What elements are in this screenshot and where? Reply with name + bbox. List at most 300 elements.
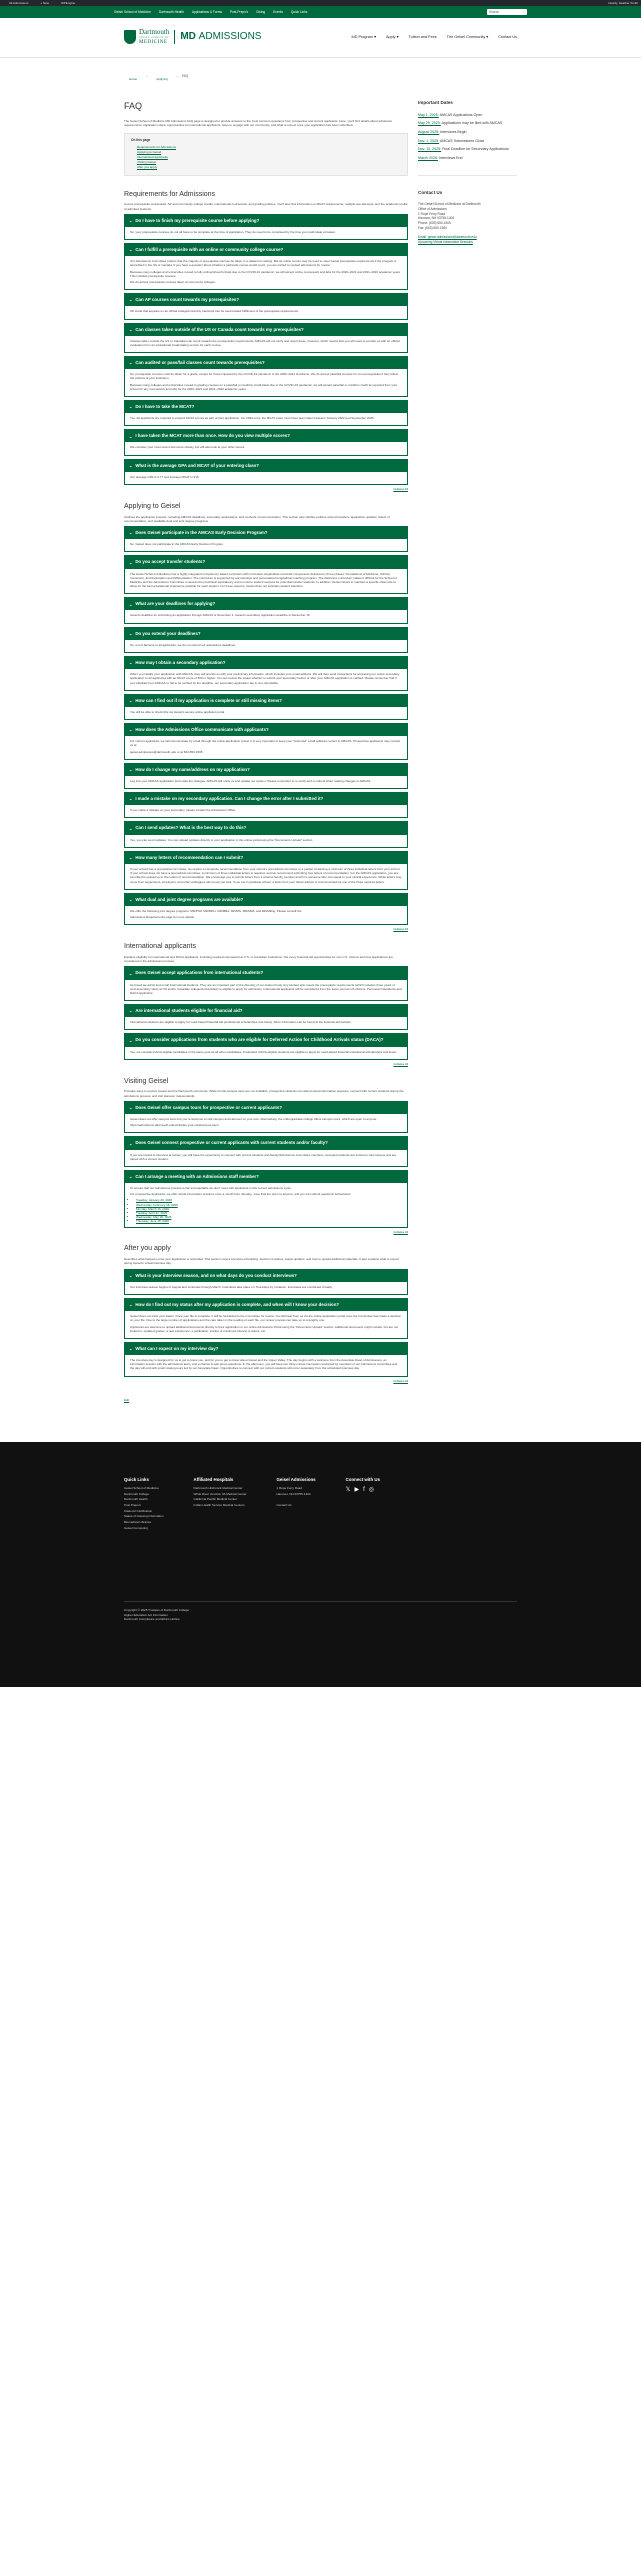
faq-answer-text: Yes, you can send updates. You can upload updates directly to your application in the online portal using the "Documents Upload" section. [130, 837, 314, 842]
faq-question-text: I have taken the MCAT more than once. How do you view multiple scores? [135, 433, 290, 439]
session-date-link[interactable]: • Tuesday, January 20, 2026 [136, 1198, 402, 1202]
faq-answer-text: AP credit that appears on an official college/university transcript can be used toward fulfillment of the prerequisite requirements. [130, 309, 299, 314]
on-this-page-link[interactable]: After you apply [137, 165, 158, 170]
faq-question[interactable] [125, 324, 407, 336]
faq-answer [125, 539, 407, 551]
faq-question[interactable] [125, 822, 407, 834]
facebook-icon[interactable]: f [363, 1486, 365, 1493]
date-item [418, 130, 517, 135]
chevron-down-icon: ⌄ [129, 297, 133, 303]
faq-answer-text: Geisel's deadline for submitting an application through AMCAS is November 1. Geisel's secondary application deadline is December 15. [130, 613, 311, 618]
faq-question-text: Do you accept transfer students? [135, 559, 206, 565]
faq-question[interactable] [125, 967, 407, 979]
footer-link[interactable]: Post Prepo's [124, 1502, 141, 1507]
faq-question[interactable] [125, 430, 407, 442]
footer-bottom-line[interactable]: Dartmouth Compliance and Ethics Hotline [124, 1617, 180, 1622]
faq-answer [125, 1311, 407, 1338]
chevron-down-icon: ⌄ [129, 1105, 133, 1111]
footer-bottom-line[interactable]: Higher Education Act Information [124, 1612, 168, 1617]
faq-item [124, 1004, 408, 1030]
faq-question-text: What are your deadlines for applying? [135, 601, 216, 607]
date-label[interactable]: May 1, 2025: [418, 112, 439, 117]
date-item [418, 147, 517, 152]
logo-divider [174, 30, 175, 44]
faq-item [124, 293, 408, 319]
faq-question-text: How do I find out my status after my application is complete, and when will I know your decision? [135, 1301, 340, 1307]
on-this-page-link[interactable]: Requirements for Admissions [137, 144, 177, 149]
chevron-down-icon: ⌄ [129, 1302, 133, 1308]
on-this-page-link[interactable]: Visiting Geisel [137, 160, 156, 165]
faq-question[interactable] [125, 1034, 407, 1046]
faq-item [124, 1342, 408, 1377]
footer-link[interactable]: California Pacific Medical Center [193, 1497, 237, 1502]
faq-answer-text: No, out of fairness to all applicants, we do not extend our admissions deadlines. [130, 642, 236, 647]
sidebar [418, 88, 517, 1402]
main-nav-item[interactable]: Tuition and Fees [408, 34, 437, 39]
faq-item [124, 356, 408, 397]
collapse-all-link[interactable]: Collapse All [393, 487, 408, 491]
faq-answer-text: If you make a mistake on your secondary, please contact the Admissions Office. [130, 808, 236, 813]
faq-item [124, 763, 408, 789]
date-label[interactable]: May 29, 2025: [418, 121, 441, 126]
faq-question-text: Do I have to take the MCAT? [135, 403, 195, 409]
chevron-down-icon: ⌄ [129, 630, 133, 636]
faq-answer-text: No, prerequisite courses must be taken for a grade, except for those impacted by the COVID-19 pandemic in the 2020–2021 timeframe. We do accept pass/fail courses for non-prerequisites if they follow the policies of your institution. [130, 372, 399, 381]
chevron-down-icon: ⌄ [129, 1174, 133, 1180]
chevron-down-icon: ⌄ [129, 433, 133, 439]
top-nav-item[interactable]: Applications & Forms [191, 9, 222, 14]
collapse-all-link[interactable]: Collapse All [393, 1378, 408, 1383]
top-nav-item[interactable]: Events [273, 9, 283, 14]
faq-question-text: What can I expect on my interview day? [135, 1345, 219, 1351]
faq-item [124, 1136, 408, 1167]
page-intro: The Geisel School of Medicine MD Admissions FAQ page is designed to provide answers to the most common questions from prospective and current applicants. Here, you'll find details about admission requirements, application steps, opportunities for international applicants, ways to engage with our community, and what to expect once your application has been submitted. [124, 118, 393, 127]
chevron-down-icon: ⌄ [129, 897, 133, 903]
faq-answer-text: We do accept prerequisite courses taken at community colleges. [130, 280, 216, 284]
faq-question[interactable] [125, 695, 407, 707]
faq-answer [125, 610, 407, 622]
faq-answer-text: The interview day is designed for us to get to know you, and for you to get to know about Geisel and the Upper Valley. The day begins with a welcome from the Associate Dean of Admissions, an information session with the admissions team, and a chance to ask group questions. In the afternoon, you will have two thirty-minute interviews conducted by members of our Admissions Committee and the day will end with small rotating tours led by our Associate Dean. Opportunities to connect with our current students will occur separately from the scheduled interview day. [130, 1358, 398, 1371]
main-nav-item[interactable]: Apply ▾ [386, 34, 399, 39]
search-input[interactable] [487, 9, 527, 15]
date-item [418, 121, 517, 126]
chevron-down-icon: ⌄ [129, 767, 133, 773]
faq-section [124, 502, 408, 932]
chevron-down-icon: ⌄ [129, 326, 133, 332]
footer-link[interactable]: Dartmouth Hitchcock Medical Center [193, 1485, 243, 1490]
section-intro: Explains eligibility for international and DACA applicants, including required coursework at U.S. or Canadian institutions. Not every financial aid opportunities for non-U.S. citizens and how applications are considered in the admissions process. [124, 954, 393, 964]
contact-box [418, 175, 517, 245]
footer-column [346, 1477, 380, 1532]
collapse-all-link[interactable]: Collapse All [393, 1061, 408, 1066]
footer-link[interactable]: Dartmouth Health [124, 1497, 148, 1502]
chevron-down-icon: ⌄ [129, 1140, 133, 1146]
logo-md: MD [180, 31, 196, 43]
footer-link[interactable]: Biomedical Libraries [124, 1519, 152, 1524]
footer-link[interactable]: Status of Housing Information [124, 1514, 164, 1519]
faq-question[interactable] [125, 628, 407, 640]
faq-answer [125, 442, 407, 454]
faq-item [124, 555, 408, 594]
faq-answer [125, 864, 407, 889]
footer-link[interactable]: Dartmouth College [124, 1491, 150, 1496]
faq-answer-text: Because many colleges and universities moved to fully online/virtual formats due to the COVID-19 pandemic, we will accept online coursework and labs for the 2020–2021 and 2021–2022 academic years. This includes prerequisite courses. [130, 269, 401, 278]
faq-question-text: Does Geisel participate in the AMCAS Early Decision Program? [135, 530, 268, 536]
date-event: Applications may be filed with AMCAS [441, 121, 503, 126]
main-nav-item[interactable]: The Geisel Community ▾ [446, 34, 489, 39]
faq-question[interactable] [125, 1343, 407, 1355]
faq-answer-text: Classes taken outside the US or Canadian can count towards the prerequisites requirements. AMCAS will not verify and report these, however, which means that you will need to provide us with an official evaluation from an educational credentialing service for each course. [130, 338, 400, 347]
faq-answer [125, 736, 407, 759]
faq-item [124, 821, 408, 847]
faq-section [124, 942, 408, 1066]
faq-item [124, 597, 408, 623]
chevron-down-icon: ⌄ [129, 462, 133, 468]
faq-answer [125, 1047, 407, 1059]
footer-column [277, 1477, 316, 1532]
footer-link[interactable]: 1 Rope Ferry Road [276, 1485, 303, 1490]
session-date-link[interactable]: • Wednesday, February 18, 2026 [136, 1203, 402, 1207]
faq-item [124, 851, 408, 890]
breadcrumb-separator: → [175, 74, 179, 78]
faq-question-text: Do you extend your deadlines? [135, 630, 201, 636]
chevron-down-icon: ⌄ [129, 404, 133, 410]
breadcrumb-item[interactable]: Home [124, 74, 142, 84]
main-nav-item[interactable]: MD Program ▾ [351, 34, 377, 39]
faq-answer [125, 336, 407, 352]
faq-item [124, 723, 408, 760]
footer-link[interactable]: Class Act Notification [124, 1508, 153, 1513]
edit-link[interactable]: Edit [124, 1397, 130, 1402]
section-title: Applying to Geisel [124, 502, 181, 510]
date-item [418, 113, 517, 118]
faq-answer [125, 1150, 407, 1166]
faq-answer [125, 906, 407, 924]
faq-answer-text: You will be able to check this via Geisel's secure online applicant portal. [130, 709, 226, 714]
on-this-page [124, 133, 408, 175]
top-nav-item[interactable]: Quick Links [290, 9, 308, 14]
faq-question[interactable] [125, 215, 407, 227]
faq-question-text: What is the average GPA and MCAT of your entering class? [135, 462, 259, 468]
logo-line2: GEISEL SCHOOL OF [139, 35, 169, 39]
faq-question-text: What is your interview season, and on what days do you conduct interviews? [135, 1272, 297, 1278]
faq-item [124, 1033, 408, 1059]
admin-bar-item[interactable]: WPEngine [60, 0, 76, 5]
faq-item [124, 627, 408, 653]
faq-item [124, 893, 408, 926]
chevron-down-icon: ⌄ [129, 530, 133, 536]
session-date-link[interactable]: • Wednesday, May 20, 2026 [136, 1215, 402, 1219]
chevron-down-icon: ⌄ [129, 601, 133, 607]
date-event: Interviews Begin [440, 129, 467, 134]
faq-answer [125, 256, 407, 289]
faq-question-text: Can I send updates? What is the best way to do this? [135, 825, 247, 831]
faq-answer-text: For current applicants, we will communicate by email through the online application portal. It is very important to keep your "preferred" email address current in AMCAS. Prospective applicants may contact us at [130, 739, 401, 748]
faq-item [124, 323, 408, 354]
date-event: Final Deadline for Secondary Applications [442, 147, 509, 152]
breadcrumb-separator: → [145, 74, 149, 78]
faq-item [124, 429, 408, 455]
faq-item [124, 1101, 408, 1134]
faq-question-text: Can I arrange a meeting with an Admissions staff member? [135, 1173, 259, 1179]
faq-question-text: Do I have to finish my prerequisite course before applying? [135, 217, 260, 223]
faq-question[interactable] [125, 852, 407, 864]
faq-answer [125, 413, 407, 425]
breadcrumb [0, 58, 641, 88]
contact-line: Fax: (603) 650-1560 [418, 226, 447, 231]
faq-question[interactable] [125, 1270, 407, 1282]
faq-question-text: How does the Admissions Office communicate with applicants? [135, 727, 269, 733]
faq-answer [125, 640, 407, 652]
search-placeholder: Search [489, 9, 500, 14]
faq-answer-text: To ensure that our Admissions process is fair and equitable we don't meet with applicants in this current admissions cycle. [130, 1186, 292, 1191]
footer-column-title: Connect with Us [345, 1476, 381, 1482]
faq-question[interactable] [125, 357, 407, 369]
section-title: Visiting Geisel [124, 1077, 169, 1085]
faq-answer [125, 776, 407, 788]
faq-question-text: How many letters of recommendation can I submit? [135, 854, 244, 860]
faq-answer-text: We offer the following joint degree programs: MD/PhD, MD/MPH, MD/MBA, MD/MS, MD/MPA, and MD/MEng. Please consult the [130, 908, 302, 913]
info-sessions-link[interactable]: Upcoming Virtual Information Sessions [418, 239, 473, 244]
faq-question[interactable] [125, 724, 407, 736]
faq-item [124, 694, 408, 720]
faq-answer [125, 472, 407, 484]
faq-answer [125, 1183, 407, 1227]
faq-answer [125, 1355, 407, 1376]
dates-list [418, 113, 517, 161]
contact-line: 1 Rope Ferry Road [418, 211, 446, 216]
session-date-link[interactable]: • Tuesday, April 21, 2026 [136, 1211, 402, 1215]
faq-section [124, 190, 408, 492]
faq-answer-text: Our interview season begins in August and continues through March. Interviews take place on Thursdays by invitation. Interviews are conducted virtually. [130, 1284, 333, 1289]
faq-answer [125, 707, 407, 719]
date-label[interactable]: August 2025: [418, 129, 440, 134]
faq-answer-text: Because many colleges and universities moved to grading courses on a pass/fail or credit/no credit basis due to the COVID-19 pandemic, we will accept pass/fail or credit/no credit as reported from your school for any coursework and labs for the 2020–2021 and 2021–2022 academic years. [130, 382, 398, 391]
logo-line3: MEDICINE [139, 40, 168, 46]
date-event: Interviews End [438, 155, 463, 160]
faq-answer [125, 980, 407, 1001]
faq-item [124, 656, 408, 691]
footer-link[interactable]: Geisel Computing [124, 1525, 148, 1530]
faq-answer-text: For prospective applicants, we offer virtual information sessions once a month from January- June that are open to anyone, and you can submit questions beforehand: [130, 1192, 351, 1197]
chevron-down-icon: ⌄ [129, 1037, 133, 1043]
admin-bar-item[interactable]: All Admissions [9, 0, 29, 5]
social-icons [346, 1486, 380, 1494]
faq-answer-text: International students are eligible to apply for need-based financial aid (institutional scholarships and loans). More information can be found at the financial aid website. [130, 1020, 352, 1025]
faq-question-text: Can audited or pass/fail classes count towards prerequisites? [135, 360, 265, 366]
faq-question-text: Can I fulfill a prerequisite with an online or community college course? [135, 247, 284, 253]
faq-answer-text: As breed we admit and enroll international students. They are an important part of the diversity of our student body. Any student who meets the prerequisite requirements (which includes three years of post-secondary study at US and/or Canadian colleges/universities) is eligible to apply for admission. International applicants will be considered from the same pool as US citizens, Permanent Residents and DACA applicants. [130, 982, 402, 995]
search-icon: ⌕ [523, 9, 525, 14]
faq-section [124, 1077, 408, 1235]
faq-item [124, 459, 408, 485]
faq-question[interactable] [125, 1171, 407, 1183]
faq-question-text: Are international students eligible for financial aid? [135, 1008, 243, 1014]
dates-title: Important Dates [418, 100, 453, 106]
chevron-down-icon: ⌄ [129, 218, 133, 224]
footer-column [124, 1477, 164, 1532]
faq-answer-text: Our Admissions Committee prefers that the majority of prerequisite courses be taken in a classroom setting. But as online course may be used to meet Geisel prerequisite requirements if the program is accredited in the US or Canada. If you have a question about whether a particular course would count, you are invited to contact admissions for review. [130, 259, 397, 268]
faq-question[interactable] [125, 1005, 407, 1017]
chevron-down-icon: ⌄ [129, 1346, 133, 1352]
chevron-down-icon: ⌄ [129, 698, 133, 704]
site-logo[interactable] [124, 29, 261, 46]
faq-answer [125, 805, 407, 817]
chevron-down-icon: ⌄ [129, 660, 133, 666]
contact-address [418, 202, 517, 231]
faq-question[interactable] [125, 1299, 407, 1311]
faq-answer [125, 1017, 407, 1029]
faq-answer-text: No, your prerequisite courses do not all have to be complete at the time of application. They do need to be completed by the time you matriculate at Geisel. [130, 229, 336, 234]
x-icon[interactable]: 𝕏 [345, 1486, 351, 1493]
section-intro: Outlines the application process, including AMCAS deadlines, secondary applications, and methods of communication. This section also clarifies policies around transfers, application updates, letters of recommendation, and available dual and joint degree programs. [124, 514, 390, 523]
chevron-down-icon: ⌄ [129, 559, 133, 565]
faq-question-text: I made a mistake on my secondary application. Can I change the error after I submitted it? [135, 796, 324, 802]
session-date-link[interactable]: • Thursday, June 18, 2026 [136, 1219, 402, 1223]
section-intro: Describes what happens once your application is submitted. This section covers interview scheduling, decision timelines, status updates, and how to upload additional materials. It also explains what to expect during Geisel's virtual interview day. [124, 1257, 400, 1266]
faq-answer [125, 227, 407, 239]
faq-question-text: How do I change my name/address on my application? [135, 766, 250, 772]
main-content [124, 88, 408, 1402]
top-nav-item[interactable]: Dartmouth Health [158, 9, 184, 14]
chevron-down-icon: ⌄ [129, 855, 133, 861]
main-nav [352, 35, 517, 40]
faq-item [124, 792, 408, 818]
faq-question[interactable] [125, 657, 407, 669]
admin-bar-item[interactable]: + New [40, 0, 49, 5]
faq-answer [125, 569, 407, 594]
faq-section [124, 1244, 408, 1383]
footer-link [277, 1497, 316, 1501]
section-title: Requirements for Admissions [124, 190, 216, 198]
footer-bottom [124, 1601, 517, 1622]
on-this-page-link[interactable]: Applying to Geisel [137, 149, 162, 154]
faq-answer [125, 1282, 407, 1294]
faq-item [124, 243, 408, 290]
faq-question[interactable] [125, 244, 407, 256]
faq-answer [125, 835, 407, 847]
faq-answer-text: Yes. All applicants are required to present MCAT scores as part of their application. For 2026 entry, the MCAT exam must have been taken between January 2022 and September 2025. [130, 416, 375, 421]
faq-answer-text: Geisel does not track your status. Once your file is complete, it will be forwarded to the Committee for review. You will hear from us via the online application portal once the Committee has made a decision on your file. Due to the large number of applications and the care taken in the reading of each file, our review process can take up to a lengthy one. [130, 1314, 402, 1323]
faq-item [124, 214, 408, 240]
footer-link[interactable]: White River Junction VA Medical Center [193, 1491, 247, 1496]
instagram-icon[interactable]: ◎ [368, 1486, 375, 1493]
faq-question[interactable] [125, 527, 407, 539]
faq-question[interactable] [125, 556, 407, 568]
breadcrumb-item[interactable]: Applying [151, 74, 173, 84]
date-label[interactable]: Nov. 1, 2025: [418, 138, 440, 143]
faq-question-text: How can I find out if my application is complete or still missing items? [135, 697, 282, 703]
logo-line1: Dartmouth [139, 27, 170, 36]
session-list [136, 1198, 402, 1223]
faq-answer-text: Yes, we consider DACA-eligible candidates in the same pool as all other candidates. If admitted, DACA-eligible students are eligible to apply for need-based financial institutional scholarships and loans. [130, 1049, 397, 1054]
logo-admissions: ADMISSIONS [198, 31, 262, 43]
faq-item [124, 526, 408, 552]
site-footer [0, 1442, 641, 1687]
top-nav-item[interactable]: Giving [256, 9, 266, 14]
on-this-page-title: On this page [131, 138, 151, 143]
faq-answer [125, 1114, 407, 1132]
faq-answer-text: https://admissions.dartmouth.edu/visit/plan-your-visit/campus-tours [130, 1123, 219, 1128]
contact-line: Office of Admissions [418, 206, 447, 211]
admin-bar-user[interactable]: Howdy, Heather Smith [608, 0, 638, 5]
footer-link[interactable]: Contact Us [276, 1502, 292, 1507]
collapse-all-link[interactable]: Collapse All [393, 927, 408, 932]
chevron-down-icon: ⌄ [129, 796, 133, 802]
faq-question-text: How may I obtain a secondary application? [135, 660, 226, 666]
footer-link[interactable]: Geisel School of Medicine [124, 1485, 159, 1490]
faq-answer [125, 669, 407, 690]
footer-link[interactable]: Hanover, NH 03755-1404 [276, 1491, 311, 1496]
faq-answer-text: Our average GPA is 3.77 and average MCAT is 516. [130, 474, 200, 479]
session-date-link[interactable]: • Monday, March 16, 2026 [136, 1207, 402, 1211]
faq-question[interactable] [125, 1137, 407, 1149]
faq-question-text: What dual and joint degree programs are available? [135, 896, 244, 902]
faq-question-text: Can classes taken outside of the US or Canada count towards my prerequisites? [135, 326, 304, 332]
page-title: FAQ [124, 101, 143, 112]
breadcrumb-item: FAQ [181, 74, 189, 78]
faq-item [124, 966, 408, 1001]
footer-column-title: Geisel Admissions [276, 1476, 316, 1482]
faq-question[interactable] [125, 598, 407, 610]
date-item [418, 156, 517, 161]
date-item [418, 139, 517, 144]
date-event: AMCAS Submissions Close [439, 138, 485, 143]
faq-answer-text: The Geisel School of Medicine has a highly integrated competency-based curriculum with immersive longitudinal curricular components delivered in three phases: Foundations of Medicine, Clinical Immersion, and Exploration and Differentiation. The curriculum is supported by our intensive and personalized longitudinal coaching program. The distinctive curriculum makes it difficult for the School of Medicine and the Admissions Committee to assess the preclinical equivalency and to ensure student success for potential transfer students. In addition, Geisel strives to maintain a specific class size to allow for the best educational experience possible for each student. For these reasons, Geisel does not entertain student transfers. [130, 571, 397, 589]
date-label[interactable]: March 2026: [418, 155, 438, 160]
faq-answer [125, 306, 407, 318]
section-intro: Covers prerequisite coursework, AP and community college credits, international coursework, and grading policies. You'll also find information on MCAT requirements, multiple test attempts, and the academic profile of admitted students. [124, 202, 408, 211]
main-nav-item[interactable]: Contact Us [498, 34, 517, 39]
top-nav [0, 6, 641, 18]
on-this-page-link[interactable]: International applicants [137, 155, 168, 160]
faq-question[interactable] [125, 894, 407, 906]
footer-link[interactable]: Indian Health Service Medical Centers [193, 1502, 245, 1507]
top-nav-item[interactable]: Post-Prepo's [229, 9, 249, 14]
faq-answer-text: No, Geisel does not participate in the AMCAS Early Decision Program. [130, 542, 224, 547]
faq-question[interactable] [125, 793, 407, 805]
chevron-down-icon: ⌄ [129, 1008, 133, 1014]
faq-question-text: Does Geisel connect prospective or current applicants with current students and/or faculty? [135, 1140, 328, 1146]
chevron-down-icon: ⌄ [129, 825, 133, 831]
section-intro: Provides ways to explore Geisel and the Dartmouth community. While formal campus tours are not available, prospective students can attend virtual information sessions, connect with current students during the admissions process, and visit Hanover independently. [124, 1089, 404, 1098]
footer-column [194, 1477, 247, 1532]
faq-question-text: Does Geisel offer campus tours for prospective or current applicants? [135, 1104, 282, 1110]
faq-question[interactable] [125, 1102, 407, 1114]
date-event: AMCAS Applications Open [439, 112, 483, 117]
youtube-icon[interactable]: ▶ [354, 1486, 360, 1493]
shield-icon [124, 30, 136, 44]
faq-answer-text: Geisel does not offer campus tours but you're welcome to visit campus and Hanover on your own. Alternatively, the undergraduate college offers campus tours, which are open to anyone: [130, 1116, 378, 1121]
faq-answer-text: If you are invited to interview at Geisel, you will have the opportunity to connect with current students and faculty/Admissions Committee members. Accepted students are invited to visit campus and are paired with a current student. [130, 1152, 397, 1161]
faq-question[interactable] [125, 401, 407, 413]
chevron-down-icon: ⌄ [129, 970, 133, 976]
collapse-all-link[interactable]: Collapse All [393, 1229, 408, 1234]
faq-question[interactable] [125, 460, 407, 472]
chevron-down-icon: ⌄ [129, 1272, 133, 1278]
section-title: After you apply [124, 1245, 171, 1253]
faq-item [124, 1170, 408, 1228]
faq-answer-text: We consider your most recent test score closely, but will also look at your other scores. [130, 445, 246, 450]
chevron-down-icon: ⌄ [129, 727, 133, 733]
date-label[interactable]: Nov. 15, 2025: [418, 147, 442, 152]
top-nav-item[interactable]: Geisel School of Medicine [114, 9, 151, 14]
email-link[interactable]: Email: geisel.admissions@dartmouth.edu [418, 234, 477, 239]
chevron-down-icon: ⌄ [129, 360, 133, 366]
faq-question[interactable] [125, 764, 407, 776]
footer-column-title: Quick Links [124, 1476, 149, 1482]
faq-question[interactable] [125, 294, 407, 306]
